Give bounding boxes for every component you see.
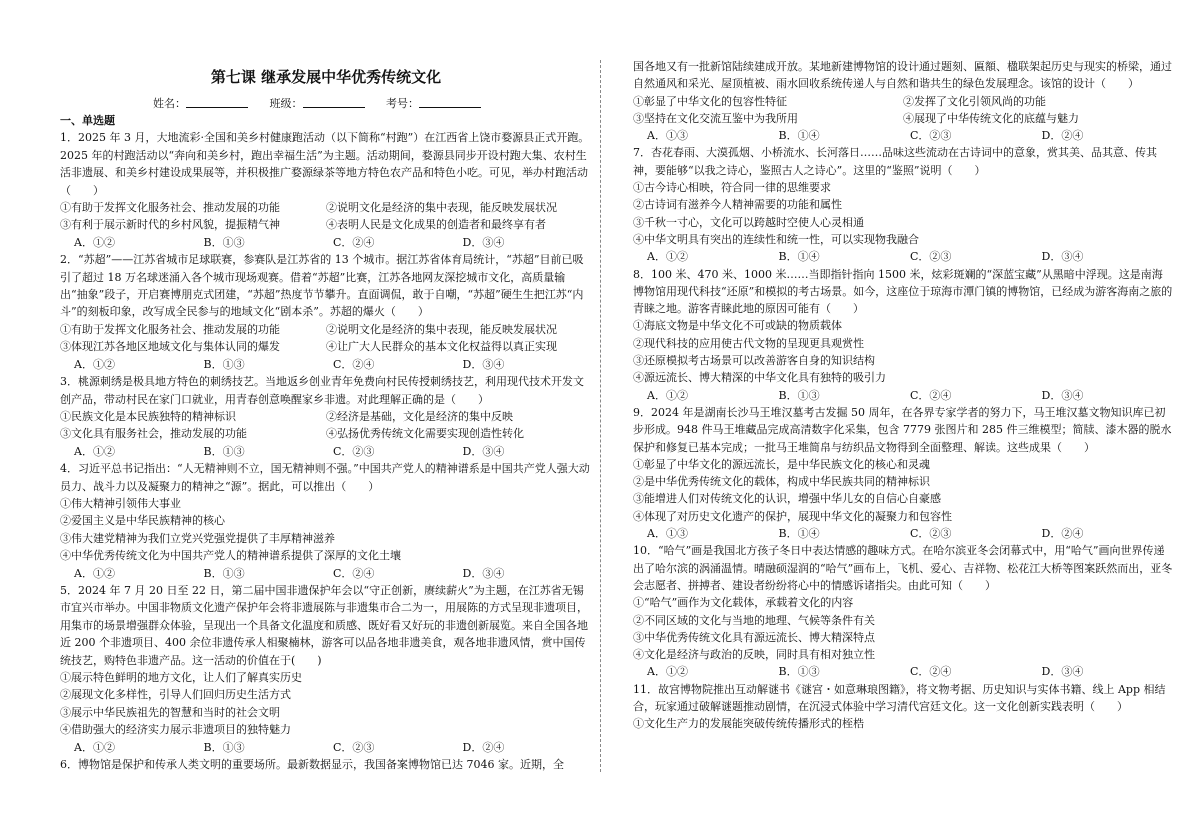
- answer-choices: [633, 525, 1173, 542]
- answer-choice[interactable]: C．②③: [333, 444, 375, 458]
- option-statement: ④中华优秀传统文化为中国共产党人的精神谱系提供了深厚的文化土壤: [60, 549, 401, 563]
- option-statement: ②说明文化是经济的集中表现，能反映发展状况: [326, 201, 557, 215]
- answer-choices: [60, 443, 592, 460]
- answer-choice[interactable]: C．②④: [333, 357, 375, 371]
- answer-choices: [633, 387, 1173, 404]
- question-stem: 10．“哈气”画是我国北方孩子冬日中表达情感的趣味方式。在哈尔滨亚冬会闭幕式中，用“哈气”画向世界传递出了哈尔滨的涡涌温情。晴融硕湿润的“哈气”画布上，飞机、爱心、吉祥物、松花江大桥等图案跃然而出，亚冬会志愿者、拼搏者、建设者纷纷将心中的情感诉诸指尖。由此可知（ ）: [633, 544, 1173, 592]
- answer-choice[interactable]: A．①②: [74, 444, 115, 458]
- question-item: [60, 756, 592, 773]
- answer-choice[interactable]: A．①②: [74, 740, 115, 754]
- answer-choice[interactable]: B．①③: [203, 740, 245, 754]
- option-statement: ③中华优秀传统文化具有源远流长、博大精深特点: [633, 630, 875, 644]
- question-stem: 国各地又有一批新馆陆续建成开放。某地新建博物馆的设计通过题刻、匾額、楹联架起历史与现实的桥梁，通过自然通风和采光、屋顶植被、雨水回收系统传递人与自然和谐共生的绿色发展理念。该馆的设计（ ）: [633, 60, 1172, 91]
- name-blank[interactable]: [186, 97, 248, 108]
- option-statement: ③有利于展示新时代的乡村风貌，提振精气神: [60, 218, 280, 232]
- option-statement: ④表明人民是文化成果的创造者和最终享有者: [326, 218, 546, 232]
- question-stem: 3．桃源刺绣是极具地方特色的刺绣技艺。当地返乡创业青年免费向村民传授刺绣技艺，利用现代技术开发文创产品，带动村民在家门口就业，用青春创意唤醒家乡非遗。对此理解正确的是（ ）: [60, 375, 584, 406]
- question-stem: 11．故宫博物院推出互动解谜书《谜宫・如意琳琅图籍》，将文物考据、历史知识与实体书籍、线上 App 相结合，玩家通过破解谜题推动剧情，在沉浸式体验中学习清代宫廷文化。这一文化创新实践表明（ ）: [633, 682, 1166, 713]
- answer-choice[interactable]: A．①②: [74, 235, 115, 249]
- answer-choice[interactable]: C．②③: [910, 527, 952, 541]
- question-item: [60, 460, 592, 582]
- option-statement: ④让广大人民群众的基本文化权益得以真正实现: [326, 340, 557, 354]
- option-statement: ②说明文化是经济的集中表现，能反映发展状况: [326, 322, 557, 336]
- option-statement: ③能增进人们对传统文化的认识，增强中华儿女的自信心自豪感: [633, 492, 941, 506]
- answer-choice[interactable]: D．②④: [1041, 129, 1084, 143]
- right-column: [633, 58, 1173, 733]
- question-stem: 1．2025 年 3 月，大地流彩·全国和美乡村健康跑活动（以下简称“村跑”）在江西省上饶市婺源县正式开跑。2025 年的村跑活动以“奔向和美乡村，跑出幸福生活”为主题。活动期间，婺源县同步开设村跑大集、农村生活非遗展、和美乡村建设成果展等，并积极推广婺源绿茶等地方特色农产品和特色小吃。可见，举办村跑活动（ ）: [60, 131, 590, 197]
- option-statement: ②现代科技的应用使古代文物的呈现更具观赏性: [633, 336, 864, 350]
- question-stem: 2．“苏超”——江苏省城市足球联赛，参赛队是江苏省的 13 个城市。据江苏省体育局统计，“苏超”目前已吸引了超过 18 万名球迷涌入各个城市现场观赛。借着“苏超”比赛，江苏各地网友深挖城市文化，高质量输出“抽象”段子，开启赛博朋克式团建，“苏超”热度节节攀升。直面调侃，敢于自嘲，“苏超”硬生生把江苏“内斗”的刻板印象，改写成全民参与的地域文化“剧本杀”。苏超的爆火（ ）: [60, 253, 584, 319]
- class-label: 班级：: [269, 97, 303, 110]
- page-title: 第七课 继承发展中华优秀传统文化: [210, 68, 442, 86]
- option-statement: ③体现江苏各地区地域文化与集体认同的爆发: [60, 340, 280, 354]
- question-item: [633, 144, 1173, 265]
- answer-choice[interactable]: B．①④: [778, 129, 820, 143]
- answer-choice[interactable]: C．②④: [910, 665, 952, 679]
- answer-choice[interactable]: C．②③: [910, 250, 952, 264]
- answer-choices: [60, 356, 592, 373]
- answer-choices: [633, 248, 1173, 265]
- option-statement: ①海底文物是中华文化不可或缺的物质载体: [633, 319, 842, 333]
- answer-choice[interactable]: B．①③: [778, 388, 820, 402]
- option-statement: ①文化生产力的发展能突破传统传播形式的桎梏: [633, 717, 864, 731]
- answer-choice[interactable]: D．③④: [462, 235, 505, 249]
- option-grid: [60, 408, 592, 443]
- answer-choices: [633, 663, 1173, 680]
- question-stem: 4．习近平总书记指出：“人无精神则不立，国无精神则不强。”中国共产党人的精神谱系是中国共产党人强大动员力、战斗力以及凝聚力的精神之“源”。据此，可以推出（ ）: [60, 462, 590, 493]
- answer-choice[interactable]: A．①②: [647, 388, 688, 402]
- answer-choice[interactable]: D．③④: [462, 444, 505, 458]
- option-statement: ③千秋一寸心，文化可以跨越时空使人心灵相通: [633, 215, 864, 229]
- question-item: [633, 58, 1173, 144]
- class-blank[interactable]: [303, 97, 365, 108]
- option-statement: ④中华文明具有突出的连续性和统一性，可以实现物我融合: [633, 232, 919, 246]
- option-statement: ①展示特色鲜明的地方文化，让人们了解真实历史: [60, 671, 302, 684]
- option-statement: ④源远流长、博大精深的中华文化具有独特的吸引力: [633, 371, 886, 385]
- question-item: [60, 129, 592, 251]
- section-heading: 一、单选题: [60, 114, 115, 127]
- question-item: [60, 251, 592, 373]
- answer-choice[interactable]: B．①④: [778, 250, 820, 264]
- option-statement: ③坚持在文化交流互鉴中为我所用: [633, 111, 798, 125]
- option-statement: ②爱国主义是中华民族精神的核心: [60, 514, 225, 528]
- answer-choice[interactable]: C．②③: [910, 129, 952, 143]
- question-item: [60, 373, 592, 460]
- answer-choice[interactable]: C．②④: [333, 235, 375, 249]
- answer-choice[interactable]: D．③④: [462, 566, 505, 580]
- exam-label: 考号：: [386, 97, 419, 110]
- option-statement: ①彰显了中华文化的源远流长，是中华民族文化的核心和灵魂: [633, 457, 930, 471]
- option-statement: ②经济是基础，文化是经济的集中反映: [326, 409, 513, 423]
- option-statement: ④弘扬优秀传统文化需要实现创造性转化: [326, 427, 524, 441]
- option-statement: ④借助强大的经济实力展示非遗项目的独特魅力: [60, 723, 291, 737]
- question-stem: 7．杏花春雨、大漠孤烟、小桥流水、长河落日……品味这些流动在古诗词中的意象，赏其美、品其意、传其神，要能够“以我之诗心，鉴照古人之诗心”。这里的“鉴照”说明（ ）: [633, 146, 1157, 177]
- answer-choice[interactable]: B．①④: [778, 527, 820, 541]
- question-item: [633, 266, 1173, 404]
- option-grid: [60, 321, 592, 356]
- answer-choices: [633, 127, 1173, 144]
- column-divider: [600, 60, 601, 772]
- answer-choice[interactable]: A．①③: [647, 129, 688, 143]
- question-stem: 9．2024 年是湖南长沙马王堆汉墓考古发掘 50 周年，在各界专家学者的努力下，马王堆汉墓文物知识库已初步形成。948 件马王堆藏品完成高清数字化采集，包含 7779 张图片和 285 件三维模型；简牍、漆木器的脱水保护和修复已基本完成；一批马王堆简帛与纺织品文物得到全面整理、解读。这些成果（ ）: [633, 405, 1172, 454]
- exam-blank[interactable]: [419, 97, 481, 108]
- answer-choices: [60, 739, 592, 756]
- option-statement: ①“哈气”画作为文化载体，承载着文化的内容: [633, 596, 854, 610]
- answer-choice[interactable]: D．③④: [1041, 665, 1084, 679]
- answer-choice[interactable]: D．②④: [462, 740, 505, 754]
- option-statement: ①有助于发挥文化服务社会、推动发展的功能: [60, 322, 280, 336]
- answer-choice[interactable]: B．①③: [203, 444, 245, 458]
- answer-choices: [60, 234, 592, 251]
- answer-choice[interactable]: B．①③: [778, 665, 820, 679]
- option-statement: ①民族文化是本民族独特的精神标识: [60, 409, 236, 423]
- option-statement: ①彰显了中华文化的包容性特征: [633, 94, 787, 108]
- answer-choice[interactable]: A．①②: [74, 357, 115, 371]
- answer-choice[interactable]: C．②④: [910, 388, 952, 402]
- option-statement: ④展现了中华传统文化的底蕴与魅力: [903, 111, 1079, 125]
- option-statement: ②古诗词有滋养今人精神需要的功能和属性: [633, 198, 842, 212]
- option-statement: ④文化是经济与政治的反映，同时具有相对独立性: [633, 648, 875, 662]
- answer-choice[interactable]: A．①③: [647, 527, 688, 541]
- answer-choice[interactable]: B．①③: [203, 357, 245, 371]
- answer-choice[interactable]: D．③④: [1041, 250, 1084, 264]
- option-statement: ③文化具有服务社会，推动发展的功能: [60, 427, 247, 441]
- question-item: [633, 681, 1173, 733]
- option-statement: ②不同区域的文化与当地的地理、气候等条件有关: [633, 613, 875, 627]
- name-label: 姓名：: [153, 97, 186, 110]
- option-statement: ①伟大精神引领伟大事业: [60, 496, 181, 510]
- answer-choice[interactable]: B．①③: [203, 566, 245, 580]
- question-item: [60, 582, 592, 756]
- option-grid: [633, 93, 1173, 128]
- option-statement: ②是中华优秀传统文化的载体，构成中华民族共同的精神标识: [633, 475, 930, 489]
- student-info: [60, 95, 592, 111]
- option-grid: [60, 199, 592, 234]
- answer-choice[interactable]: C．②③: [333, 740, 375, 754]
- question-stem: 6．博物馆是保护和传承人类文明的重要场所。最新数据显示，我国备案博物馆已达 7046 家。近期，全: [60, 758, 564, 772]
- answer-choice[interactable]: D．②④: [1041, 527, 1084, 541]
- question-stem: 5．2024 年 7 月 20 日至 22 日，第二届中国非遗保护年会以“守正创新，赓续薪火”为主题，在江苏省无锡市宜兴市举办。中国非物质文化遗产保护年会将非遗展陈与非遗集市合二为一，用展陈的方式呈现非遗项目，用集市的场景增强群众体验，呈现出一个具备文化温度和质感、既好看又好玩的非遗创新展览。来自全国各地近 200 个非遗项目、400 余位非遗传承人相聚楠林，游客可以品各地非遗美食，观各地非遗风情，赏中国传统技艺，购特色非遗产品。这一活动的价值在于( ): [60, 583, 588, 667]
- option-statement: ①有助于发挥文化服务社会、推动发展的功能: [60, 201, 280, 215]
- option-statement: ②展现文化多样性，引导人们回归历史生活方式: [60, 688, 291, 702]
- option-statement: ④体现了对历史文化遗产的保护，展现中华文化的凝聚力和包容性: [633, 509, 952, 523]
- answer-choice[interactable]: D．③④: [462, 357, 505, 371]
- answer-choice[interactable]: A．①②: [647, 665, 688, 679]
- answer-choice[interactable]: D．③④: [1041, 388, 1084, 402]
- option-statement: ③展示中华民族祖先的智慧和当时的社会文明: [60, 705, 280, 719]
- option-statement: ①古今诗心相映，符合同一律的思维要求: [633, 181, 831, 195]
- answer-choices: [60, 565, 592, 582]
- answer-choice[interactable]: C．②④: [333, 566, 375, 580]
- answer-choice[interactable]: A．①②: [647, 250, 688, 264]
- option-statement: ③还原模拟考古场景可以改善游客自身的知识结构: [633, 354, 875, 368]
- question-stem: 8．100 米、470 米、1000 米……当即指针指向 1500 米，炫彩斑斓的“深蓝宝藏”从黑暗中浮现。这是南海博物馆用现代科技“还原”和模拟的考古场景。如今，这座位于琼海市潭门镇的博物馆，已经成为游客海南之旅的青睐之地。游客青睐此地的原因可能有（ ）: [633, 267, 1173, 316]
- question-item: [633, 404, 1173, 542]
- question-item: [633, 542, 1173, 680]
- option-statement: ②发挥了文化引领风尚的功能: [903, 94, 1046, 108]
- left-column: [60, 112, 592, 773]
- answer-choice[interactable]: B．①③: [203, 235, 245, 249]
- answer-choice[interactable]: A．①②: [74, 566, 115, 580]
- option-statement: ③伟大建党精神为我们立党兴党强党提供了丰厚精神滋养: [60, 531, 335, 545]
